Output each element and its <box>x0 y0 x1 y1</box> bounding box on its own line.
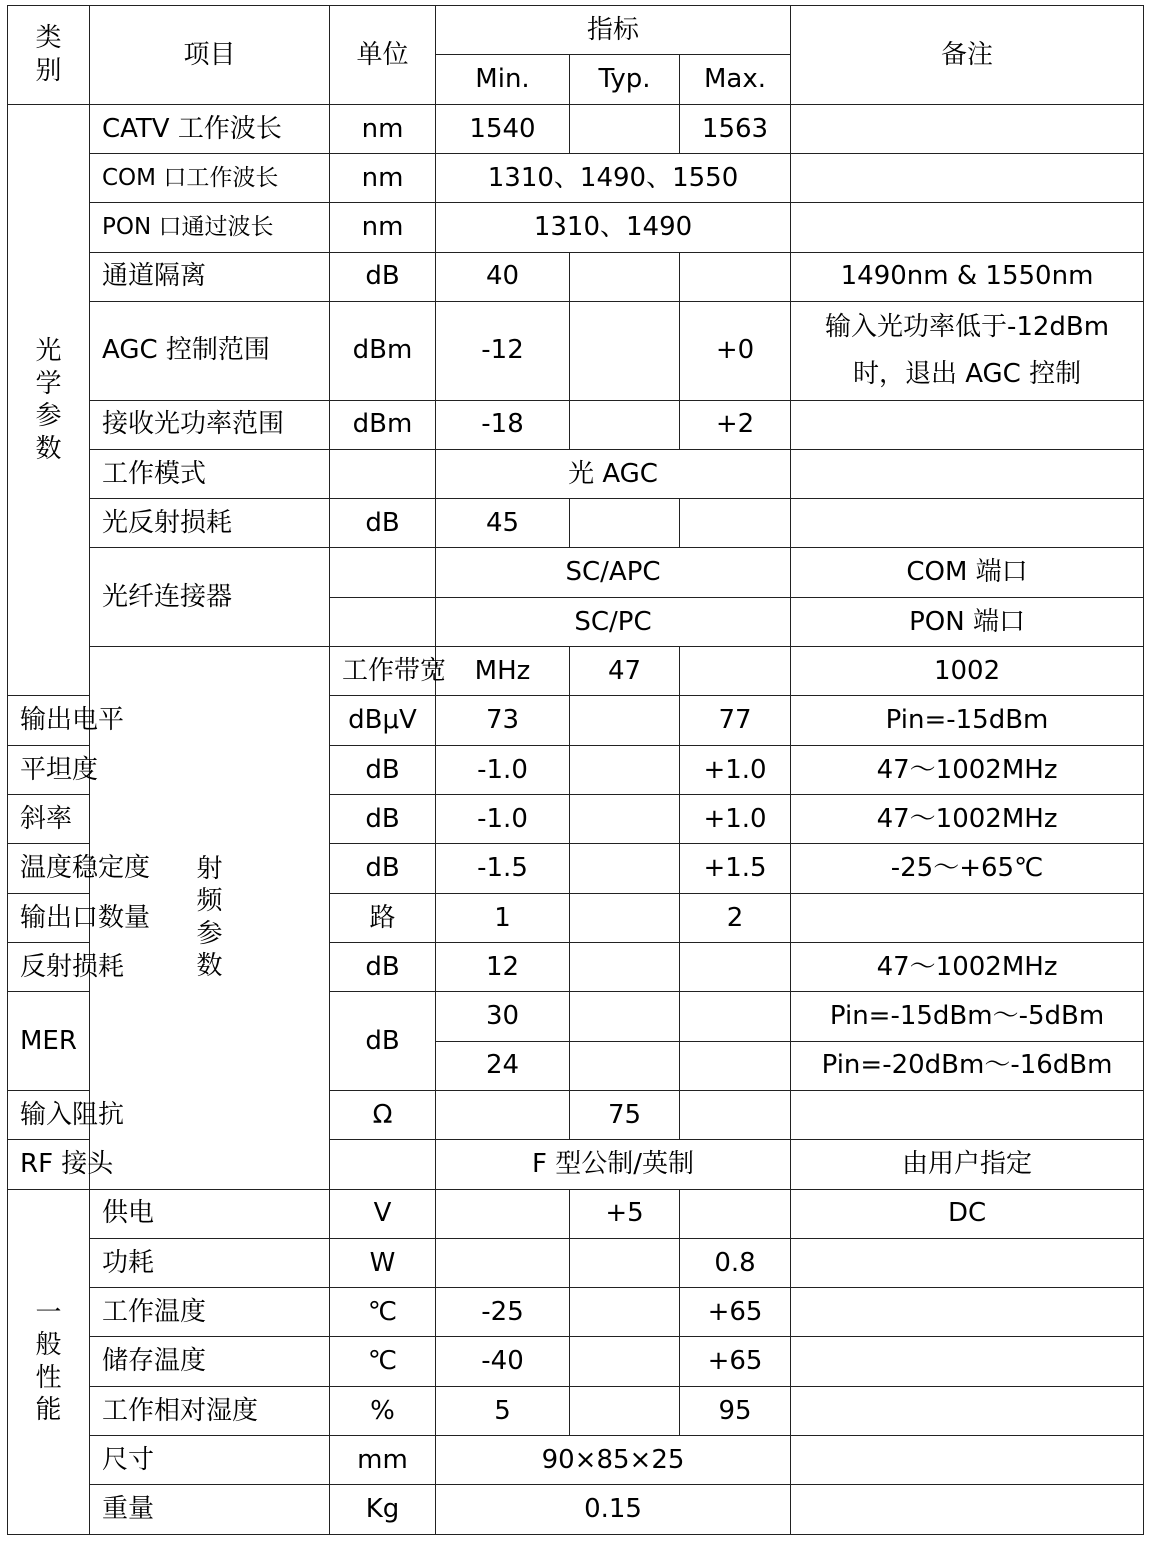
category-char: 光 <box>35 336 62 366</box>
header-category <box>8 6 90 105</box>
typ-cell: 75 <box>570 1090 680 1139</box>
table-row <box>8 548 1144 597</box>
table-row <box>8 104 1144 153</box>
table-row <box>8 1238 1144 1287</box>
item-cell: 斜率 <box>8 795 90 844</box>
remark-cell <box>791 1238 1144 1287</box>
min-cell: -1.5 <box>436 844 570 893</box>
remark-cell <box>791 449 1144 498</box>
item-cell: 光纤连接器 <box>90 548 330 647</box>
header-typ: Typ. <box>570 55 680 104</box>
item-cell: 通道隔离 <box>90 252 330 301</box>
min-cell <box>436 1189 570 1238</box>
item-cell: AGC 控制范围 <box>90 301 330 400</box>
item-cell: 工作温度 <box>90 1288 330 1337</box>
max-cell: +65 <box>680 1288 791 1337</box>
remark-cell <box>791 1436 1144 1485</box>
category-char: 数 <box>35 433 62 464</box>
unit-cell: dB <box>330 499 436 548</box>
max-cell <box>680 1041 791 1090</box>
min-cell <box>436 1090 570 1139</box>
max-cell: +2 <box>680 400 791 449</box>
table-row <box>8 449 1144 498</box>
table-row <box>8 203 1144 252</box>
item-cell: 工作相对湿度 <box>90 1386 330 1435</box>
remark-cell: PON 端口 <box>791 597 1144 646</box>
max-cell: 95 <box>680 1386 791 1435</box>
max-cell: 1563 <box>680 104 791 153</box>
header-category-line1: 类 <box>35 23 62 54</box>
remark-cell: 由用户指定 <box>791 1140 1144 1189</box>
header-item: 项目 <box>90 6 330 105</box>
min-cell: 5 <box>436 1386 570 1435</box>
max-cell: +65 <box>680 1337 791 1386</box>
item-cell: 温度稳定度 <box>8 844 90 893</box>
unit-cell: nm <box>330 153 436 202</box>
max-cell <box>680 499 791 548</box>
table-row <box>8 1485 1144 1535</box>
table-row <box>8 647 1144 696</box>
unit-cell: dBm <box>330 301 436 400</box>
remark-cell: 47～1002MHz <box>791 942 1144 991</box>
category-general <box>8 1189 90 1534</box>
category-char: 射 <box>196 853 223 884</box>
max-cell <box>680 252 791 301</box>
span-cell: 0.15 <box>436 1485 791 1535</box>
min-cell: 1 <box>436 893 570 942</box>
max-cell: 2 <box>680 893 791 942</box>
remark-cell: Pin=-15dBm <box>791 696 1144 745</box>
table-row <box>8 499 1144 548</box>
category-char: 学 <box>35 368 62 399</box>
unit-cell: mm <box>330 1436 436 1485</box>
min-cell: 24 <box>436 1041 570 1090</box>
min-cell: 30 <box>436 992 570 1041</box>
table-row <box>8 1386 1144 1435</box>
max-cell <box>680 1189 791 1238</box>
remark-cell: 1490nm & 1550nm <box>791 252 1144 301</box>
item-cell: 输出口数量 <box>8 893 90 942</box>
span-cell: 光 AGC <box>436 449 791 498</box>
min-cell: -1.0 <box>436 795 570 844</box>
typ-cell <box>570 893 680 942</box>
header-min: Min. <box>436 55 570 104</box>
max-cell: +1.0 <box>680 795 791 844</box>
unit-cell: nm <box>330 203 436 252</box>
category-char: 参 <box>196 918 223 949</box>
item-cell: 工作模式 <box>90 449 330 498</box>
remark-cell: DC <box>791 1189 1144 1238</box>
table-row <box>8 153 1144 202</box>
remark-line: 输入光功率低于-12dBm <box>824 311 1110 342</box>
min-cell: -1.0 <box>436 745 570 794</box>
table-row <box>8 1436 1144 1485</box>
typ-cell <box>570 745 680 794</box>
unit-cell: MHz <box>436 647 570 696</box>
header-unit: 单位 <box>330 6 436 105</box>
unit-cell: V <box>330 1189 436 1238</box>
max-cell: +0 <box>680 301 791 400</box>
max-cell: +1.0 <box>680 745 791 794</box>
remark-cell <box>791 153 1144 202</box>
min-cell: 47 <box>570 647 680 696</box>
min-cell <box>436 1238 570 1287</box>
category-char: 一 <box>35 1297 62 1328</box>
table-row <box>8 301 1144 400</box>
remark-cell <box>791 301 1144 400</box>
min-cell: -12 <box>436 301 570 400</box>
remark-line: 时，退出 AGC 控制 <box>852 358 1082 389</box>
item-cell: 尺寸 <box>90 1436 330 1485</box>
max-cell <box>680 942 791 991</box>
span-cell: 1310、1490、1550 <box>436 153 791 202</box>
remark-cell <box>791 1337 1144 1386</box>
category-char: 能 <box>35 1395 62 1426</box>
table-row <box>8 252 1144 301</box>
item-cell: 工作带宽 <box>330 647 436 696</box>
span-cell: 1310、1490 <box>436 203 791 252</box>
typ-cell <box>570 1288 680 1337</box>
item-cell: 重量 <box>90 1485 330 1535</box>
typ-cell <box>570 252 680 301</box>
header-row <box>8 6 1144 55</box>
unit-cell: dB <box>330 992 436 1091</box>
min-cell: -18 <box>436 400 570 449</box>
remark-cell <box>791 1386 1144 1435</box>
header-category-line2: 别 <box>35 55 62 86</box>
max-cell: 1002 <box>791 647 1144 696</box>
table-row <box>8 400 1144 449</box>
typ-cell <box>680 647 791 696</box>
item-cell: CATV 工作波长 <box>90 104 330 153</box>
remark-cell <box>791 104 1144 153</box>
item-cell: 平坦度 <box>8 745 90 794</box>
span-cell: SC/PC <box>436 597 791 646</box>
remark-cell: -25～+65℃ <box>791 844 1144 893</box>
table-row <box>8 1337 1144 1386</box>
remark-cell: 47～1002MHz <box>791 745 1144 794</box>
category-char: 性 <box>35 1362 62 1393</box>
unit-cell <box>330 1140 436 1189</box>
unit-cell: Kg <box>330 1485 436 1535</box>
typ-cell <box>570 104 680 153</box>
item-cell: 输出电平 <box>8 696 90 745</box>
unit-cell: % <box>330 1386 436 1435</box>
min-cell: 73 <box>436 696 570 745</box>
typ-cell <box>570 844 680 893</box>
min-cell: 45 <box>436 499 570 548</box>
max-cell: +1.5 <box>680 844 791 893</box>
unit-cell: dBμV <box>330 696 436 745</box>
typ-cell <box>570 301 680 400</box>
remark-cell: COM 端口 <box>791 548 1144 597</box>
item-cell: RF 接头 <box>8 1140 90 1189</box>
remark-cell: Pin=-20dBm～-16dBm <box>791 1041 1144 1090</box>
typ-cell <box>570 1238 680 1287</box>
typ-cell <box>570 795 680 844</box>
remark-cell <box>791 893 1144 942</box>
item-cell: 功耗 <box>90 1238 330 1287</box>
typ-cell <box>570 400 680 449</box>
unit-cell: nm <box>330 104 436 153</box>
min-cell: -25 <box>436 1288 570 1337</box>
item-cell: 反射损耗 <box>8 942 90 991</box>
min-cell: 12 <box>436 942 570 991</box>
item-cell: COM 口工作波长 <box>90 153 330 202</box>
unit-cell: ℃ <box>330 1288 436 1337</box>
category-char: 般 <box>35 1330 62 1361</box>
unit-cell: dB <box>330 844 436 893</box>
unit-cell: ℃ <box>330 1337 436 1386</box>
typ-cell <box>570 1386 680 1435</box>
typ-cell: +5 <box>570 1189 680 1238</box>
item-cell: 输入阻抗 <box>8 1090 90 1139</box>
category-char: 数 <box>196 951 223 982</box>
unit-cell: Ω <box>330 1090 436 1139</box>
typ-cell <box>570 499 680 548</box>
unit-cell: dB <box>330 745 436 794</box>
span-cell: 90×85×25 <box>436 1436 791 1485</box>
item-cell: PON 口通过波长 <box>90 203 330 252</box>
typ-cell <box>570 1337 680 1386</box>
unit-cell: dB <box>330 942 436 991</box>
category-optical <box>8 104 90 696</box>
header-remark: 备注 <box>791 6 1144 105</box>
category-char: 参 <box>35 401 62 431</box>
typ-cell <box>570 992 680 1041</box>
max-cell <box>680 992 791 1041</box>
header-spec: 指标 <box>436 6 791 55</box>
item-cell: 储存温度 <box>90 1337 330 1386</box>
item-cell: MER <box>8 992 90 1091</box>
min-cell: 40 <box>436 252 570 301</box>
remark-cell <box>791 1288 1144 1337</box>
item-cell: 供电 <box>90 1189 330 1238</box>
remark-cell <box>791 203 1144 252</box>
max-cell: 77 <box>680 696 791 745</box>
category-char: 频 <box>196 886 223 917</box>
span-cell: F 型公制/英制 <box>436 1140 791 1189</box>
unit-cell <box>330 449 436 498</box>
max-cell <box>680 1090 791 1139</box>
typ-cell <box>570 1041 680 1090</box>
remark-cell: 47～1002MHz <box>791 795 1144 844</box>
max-cell: 0.8 <box>680 1238 791 1287</box>
table-row <box>8 1288 1144 1337</box>
remark-cell: Pin=-15dBm～-5dBm <box>791 992 1144 1041</box>
span-cell: SC/APC <box>436 548 791 597</box>
unit-cell: dB <box>330 795 436 844</box>
unit-cell <box>330 597 436 646</box>
typ-cell <box>570 942 680 991</box>
table-row <box>8 1189 1144 1238</box>
min-cell: -40 <box>436 1337 570 1386</box>
remark-cell <box>791 499 1144 548</box>
typ-cell <box>570 696 680 745</box>
header-max: Max. <box>680 55 791 104</box>
remark-cell <box>791 1485 1144 1535</box>
unit-cell: 路 <box>330 893 436 942</box>
unit-cell: dBm <box>330 400 436 449</box>
remark-cell <box>791 1090 1144 1139</box>
unit-cell <box>330 548 436 597</box>
unit-cell: dB <box>330 252 436 301</box>
spec-table <box>7 5 1144 1535</box>
item-cell: 光反射损耗 <box>90 499 330 548</box>
unit-cell: W <box>330 1238 436 1287</box>
remark-cell <box>791 400 1144 449</box>
min-cell: 1540 <box>436 104 570 153</box>
item-cell: 接收光功率范围 <box>90 400 330 449</box>
